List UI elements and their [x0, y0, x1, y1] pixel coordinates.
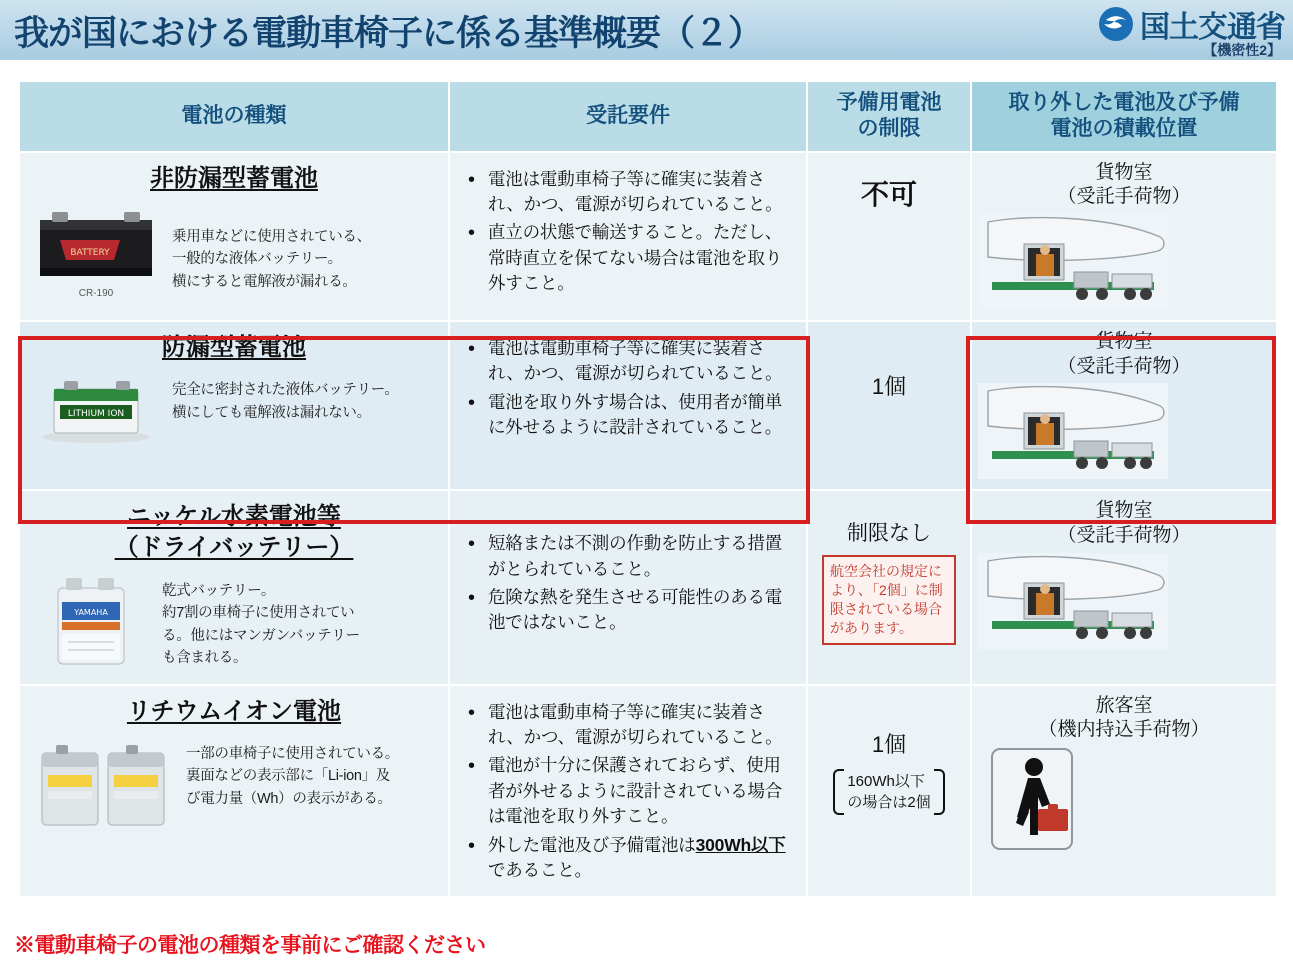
cell-battery-type — [19, 685, 449, 898]
cell-requirements — [449, 321, 807, 490]
stowage-location-line1: 貨物室 — [1095, 500, 1153, 522]
requirement-item: • 電池は電動車椅子等に確実に装着され、かつ、電源が切られていること。 — [466, 336, 796, 387]
cell-battery-type — [19, 152, 449, 321]
table-row — [19, 490, 1277, 684]
requirement-list — [466, 700, 796, 884]
requirement-item-emphasized — [466, 833, 796, 884]
desc-line: 裏面などの表示部に「Li-ion」及 — [186, 768, 391, 785]
battery-type-description — [162, 568, 360, 670]
requirement-item: • 直立の状態で輸送すること。ただし、常時直立を保てない場合は電池を取り外すこと。 — [466, 220, 796, 296]
desc-line: 完全に密封された液体バッテリー。 — [172, 382, 399, 399]
spare-condition-line1: 160Wh以下 — [847, 772, 925, 790]
cell-battery-type — [19, 490, 449, 684]
table-row — [19, 685, 1277, 898]
cell-requirements — [449, 490, 807, 684]
spare-limit-warning-note: 航空会社の規定により、「2個」に制限されている場合があります。 — [822, 555, 956, 645]
footer-note: ※電動車椅子の電池の種類を事前にご確認ください — [14, 934, 486, 957]
requirement-item: • 電池は電動車椅子等に確実に装着され、かつ、電源が切られていること。 — [466, 167, 796, 218]
desc-line: も含まれる。 — [162, 650, 248, 667]
requirement-list — [466, 336, 796, 441]
cargo-hold-loading-image — [978, 553, 1270, 649]
desc-line: 乗用車などに使用されている、 — [172, 228, 371, 245]
stowage-location-line1: 貨物室 — [1095, 161, 1153, 183]
battery-type-title: 非防漏型蓄電池 — [150, 164, 318, 192]
cell-stowage-location — [971, 685, 1277, 898]
spare-condition-line2: の場合は2個 — [847, 793, 931, 811]
requirement-text-emphasis: 300Wh以下 — [695, 834, 786, 855]
battery-type-description — [172, 198, 371, 293]
requirement-item: • 電池が十分に保護されておらず、使用者が外せるように設計されている場合は電池を取り外すこと。 — [466, 753, 796, 829]
battery-type-title: リチウムイオン電池 — [126, 697, 342, 725]
cell-stowage-location — [971, 152, 1277, 321]
column-header-stowage-line1: 取り外した電池及び予備 — [1008, 91, 1240, 114]
requirement-item: • 短絡または不測の作動を防止する措置がとられていること。 — [466, 531, 796, 582]
desc-line: 一部の車椅子に使用されている。 — [186, 745, 399, 762]
standards-table — [18, 80, 1278, 898]
spare-limit-condition-note — [833, 769, 944, 815]
page-header — [0, 0, 1293, 62]
cell-spare-limit — [807, 490, 971, 684]
battery-image-caption: CR-190 — [78, 287, 114, 299]
cell-spare-limit — [807, 321, 971, 490]
requirement-item: • 危険な熱を発生させる可能性のある電池ではないこと。 — [466, 585, 796, 636]
battery-type-description — [172, 367, 399, 424]
desc-line: 一般的な液体バッテリー。 — [172, 251, 342, 268]
passenger-carry-on-image — [978, 747, 1270, 851]
stowage-location-line2: （受託手荷物） — [1057, 355, 1191, 377]
cell-spare-limit — [807, 152, 971, 321]
requirement-item: • 電池は電動車椅子等に確実に装着され、かつ、電源が切られていること。 — [466, 700, 796, 751]
spare-limit-value: 制限なし — [847, 522, 931, 546]
battery-type-title-line2: （ドライバッテリー） — [114, 534, 354, 562]
battery-type-title — [30, 501, 438, 563]
column-header-stowage-location — [971, 81, 1277, 152]
battery-type-title: 防漏型蓄電池 — [162, 333, 306, 361]
stowage-location-line2: （受託手荷物） — [1057, 524, 1191, 546]
confidentiality-label: 【機密性2】 — [1203, 42, 1281, 58]
requirement-list — [466, 167, 796, 297]
cargo-hold-loading-image — [978, 383, 1270, 479]
cargo-hold-loading-image — [978, 214, 1270, 310]
lead-acid-battery-image — [30, 198, 162, 299]
stowage-location-line2: （受託手荷物） — [1057, 186, 1191, 208]
requirement-text-prefix: 外した電池及び予備電池は — [488, 834, 696, 855]
table-header-row — [19, 81, 1277, 152]
desc-line: 約7割の車椅子に使用されてい — [162, 605, 355, 622]
svg-text:YAMAHA: YAMAHA — [74, 607, 108, 617]
cell-battery-type — [19, 321, 449, 490]
requirement-text-suffix: であること。 — [488, 859, 592, 880]
cell-requirements — [449, 685, 807, 898]
desc-line: 横にしても電解液は漏れない。 — [172, 404, 371, 421]
lithium-ion-battery-pair-image — [30, 731, 176, 835]
battery-type-description — [186, 731, 399, 810]
stowage-location-line1: 貨物室 — [1095, 330, 1153, 352]
battery-type-title-line1: ニッケル水素電池等 — [127, 503, 341, 531]
spare-limit-value: 不可 — [860, 178, 917, 210]
column-header-acceptance-requirements: 受託要件 — [449, 81, 807, 152]
svg-text:LITHIUM ION: LITHIUM ION — [67, 409, 125, 420]
stowage-location-line1: 旅客室 — [1095, 694, 1153, 716]
sealed-lithium-battery-image — [30, 367, 162, 447]
desc-line: び電力量（Wh）の表示がある。 — [186, 790, 392, 807]
ministry-seal-icon — [1098, 6, 1134, 42]
column-header-spare-battery-limit — [807, 81, 971, 152]
ministry-name: 国土交通省 — [1140, 11, 1285, 44]
requirement-list — [466, 531, 796, 636]
table-row — [19, 152, 1277, 321]
spare-limit-value: 1個 — [871, 731, 907, 757]
stowage-location-line2: （機内持込手荷物） — [1038, 719, 1210, 741]
desc-line: 乾式バッテリー。 — [162, 582, 276, 599]
cell-spare-limit — [807, 685, 971, 898]
column-header-battery-type: 電池の種類 — [19, 81, 449, 152]
cell-stowage-location — [971, 321, 1277, 490]
column-header-spare-line1: 予備用電池 — [836, 91, 942, 114]
svg-text:BATTERY: BATTERY — [70, 247, 110, 258]
dry-battery-image — [30, 568, 152, 672]
column-header-stowage-line2: 電池の積載位置 — [1050, 117, 1198, 141]
desc-line: 横にすると電解液が漏れる。 — [172, 273, 357, 290]
page-title: 我が国における電動車椅子に係る基準概要（２） — [14, 14, 763, 53]
spare-limit-value: 1個 — [871, 373, 907, 399]
cell-requirements — [449, 152, 807, 321]
requirement-item: • 電池を取り外す場合は、使用者が簡単に外せるように設計されていること。 — [466, 390, 796, 441]
desc-line: る。他にはマンガンバッテリー — [162, 627, 360, 644]
column-header-spare-line2: の制限 — [857, 117, 921, 141]
cell-stowage-location — [971, 490, 1277, 684]
table-row — [19, 321, 1277, 490]
